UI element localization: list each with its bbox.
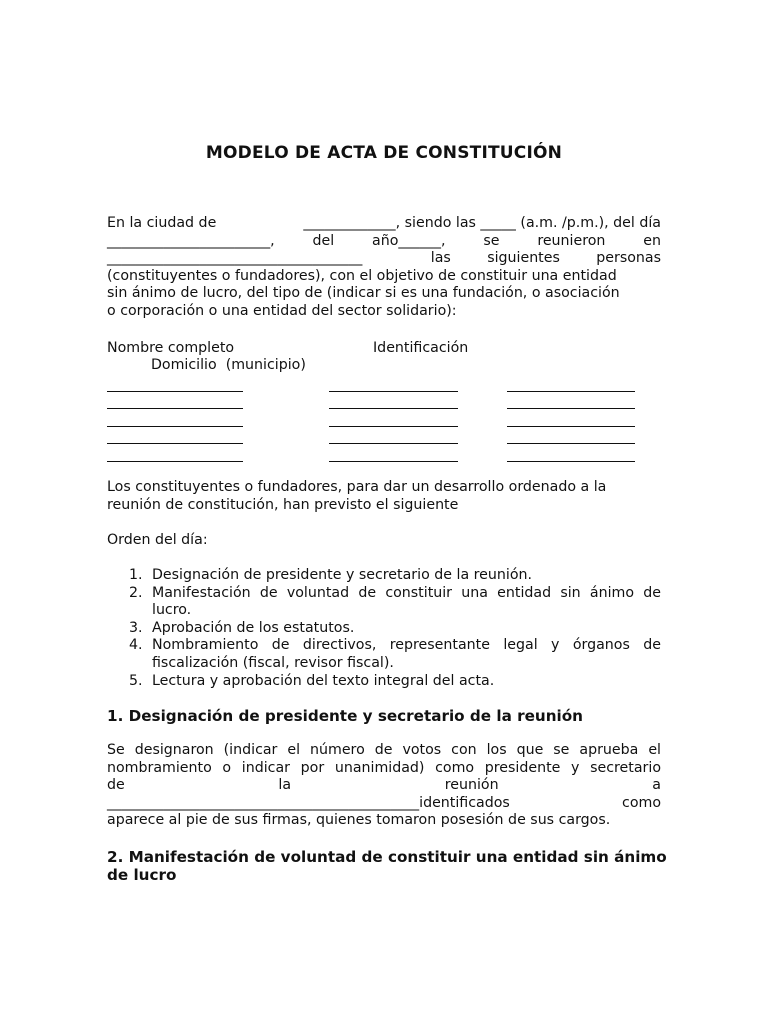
blank-line xyxy=(507,461,635,462)
blank-line xyxy=(107,408,243,409)
list-item: 5. Lectura y aprobación del texto integral del acta. xyxy=(129,672,495,689)
intro-line-5: sin ánimo de lucro, del tipo de (indicar si es una fundación, o asociación xyxy=(107,285,620,302)
column-header-name: Nombre completo xyxy=(107,340,235,356)
section-2-heading: 2. Manifestación de voluntad de constituir una entidad sin ánimo de lucro xyxy=(107,848,667,884)
section-1-paragraph: Se designaron (indicar el número de votos con los que se aprueba el nombramiento o indicar por unanimidad) como presidente y secretario de la reunión a ____________________________________________identificados como aparece al pie de sus firmas, quienes tomaron posesión de sus cargos. xyxy=(107,742,661,829)
blank-line xyxy=(507,408,635,409)
intro-line-3: ____________________________________ las siguientes personas xyxy=(107,250,661,267)
purpose-paragraph: Los constituyentes o fundadores, para dar un desarrollo ordenado a la reunión de constitución, han previsto el siguiente xyxy=(107,479,607,513)
blank-line xyxy=(107,391,243,392)
agenda-label: Orden del día: xyxy=(107,532,208,548)
list-item: 1. Designación de presidente y secretario de la reunión. xyxy=(129,567,533,583)
document-title: MODELO DE ACTA DE CONSTITUCIÓN xyxy=(205,143,563,163)
intro-line-1: En la ciudad de _____________, siendo las _____ (a.m. /p.m.), del día xyxy=(107,215,661,231)
blank-line xyxy=(507,443,635,444)
section-1-heading: 1. Designación de presidente y secretario de la reunión xyxy=(107,707,583,725)
blank-line xyxy=(507,391,635,392)
list-item: 3. Aprobación de los estatutos. xyxy=(129,619,355,636)
column-header-id: Identificación xyxy=(373,340,469,356)
blank-line xyxy=(107,461,243,462)
blank-line xyxy=(107,426,243,427)
blank-line xyxy=(107,443,243,444)
blank-line xyxy=(329,408,458,409)
agenda-list xyxy=(107,567,661,690)
blank-line xyxy=(507,426,635,427)
blank-line xyxy=(329,443,458,444)
intro-paragraph xyxy=(107,215,661,321)
intro-line-6: o corporación o una entidad del sector solidario): xyxy=(107,302,457,319)
blank-line xyxy=(329,426,458,427)
blank-line xyxy=(329,461,458,462)
intro-line-4: (constituyentes o fundadores), con el objetivo de constituir una entidad xyxy=(107,267,617,284)
column-header-domicile: Domicilio (municipio) xyxy=(151,357,306,373)
blank-line xyxy=(329,391,458,392)
list-item: 4. Nombramiento de directivos, representante legal y órganos de fiscalización (fiscal, revisor fiscal). xyxy=(129,637,661,671)
list-item: 2. Manifestación de voluntad de constituir una entidad sin ánimo de lucro. xyxy=(129,584,661,619)
intro-line-2: _______________________, del año______, se reunieron en xyxy=(107,232,661,249)
